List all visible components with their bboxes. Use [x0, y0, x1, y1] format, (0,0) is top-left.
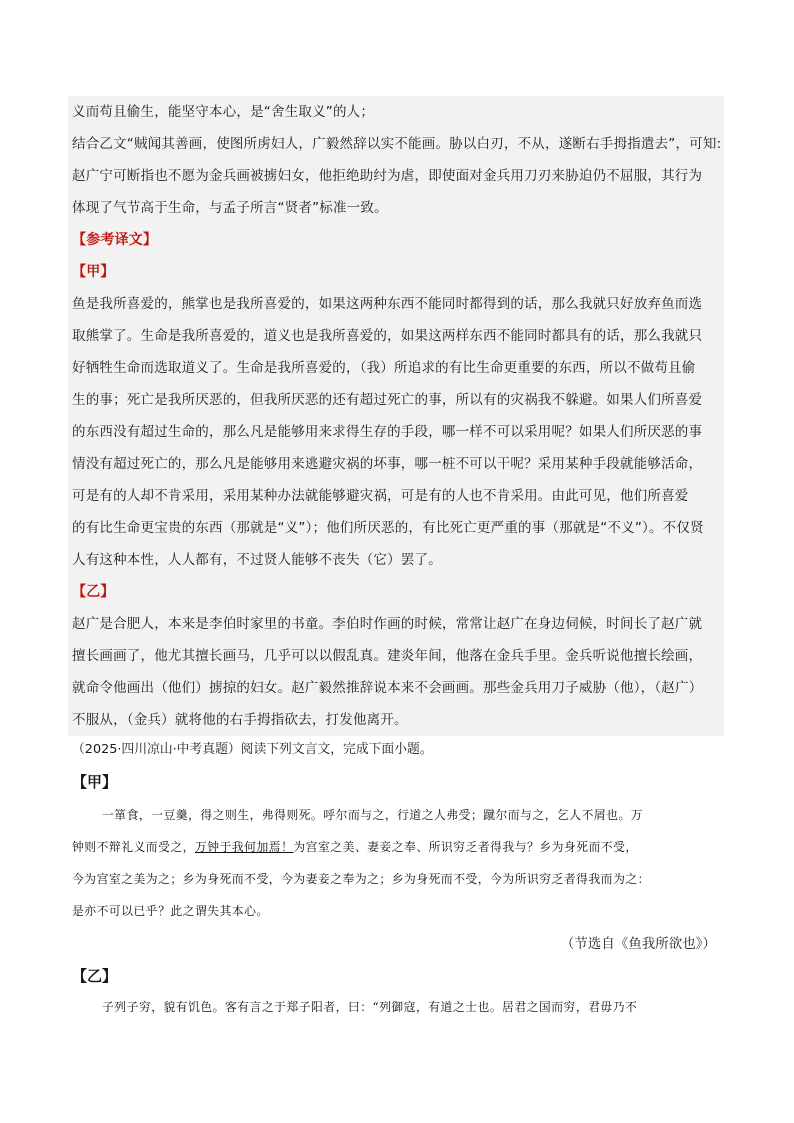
- answer-analysis-shaded-block: [68, 96, 724, 736]
- translation-jia-line: 的有比生命更宝贵的东西（那就是“义”）；他们所厌恶的，有比死亡更严重的事（那就是“不义”）。不仅贤: [72, 520, 704, 536]
- underlined-question-sentence: 万钟于我何加焉！: [194, 840, 294, 854]
- translation-yi-line: 不服从，（金兵）就将他的右手拇指砍去，打发他离开。: [72, 712, 408, 728]
- translation-jia-line: 情没有超过死亡的，那么凡是能够用来逃避灾祸的坏事，哪一桩不可以干呢？采用某种手段就能够活命，: [72, 456, 703, 472]
- translation-jia-line: 的东西没有超过生命的，那么凡是能够用来求得生存的手段，哪一样不可以采用呢？如果人们所厌恶的事: [72, 424, 703, 440]
- analysis-line: 义而苟且偷生，能坚守本心，是“舍生取义”的人；: [72, 104, 375, 120]
- translation-yi-line: 赵广是合肥人，本来是李伯时家里的书童。李伯时作画的时候，常常让赵广在身边伺候，时间长了赵广就: [72, 616, 703, 632]
- reference-translation-heading: 【参考译文】: [72, 232, 158, 248]
- classical-text-line: 今为宫室之美为之；乡为身死而不受，今为妻妾之奉为之；乡为身死而不受，今为所识穷乏者得我而为之：: [72, 872, 650, 886]
- question-source-line: （2025·四川凉山·中考真题）阅读下列文言文，完成下面小题。: [72, 742, 433, 757]
- translation-jia-label: 【甲】: [72, 264, 115, 280]
- translation-yi-line: 就命令他画出（他们）掳掠的妇女。赵广毅然推辞说本来不会画画。那些金兵用刀子威胁（他），（赵广）: [72, 680, 703, 696]
- translation-jia-line: 人有这种本性，人人都有，不过贤人能够不丧失（它）罢了。: [72, 552, 442, 568]
- translation-jia-line: 可是有的人却不肯采用，采用某种办法就能够避灾祸，可是有的人也不肯采用。由此可见，他们所喜爱: [72, 488, 689, 504]
- classical-text-segment: 钟则不辩礼义而受之，: [72, 840, 195, 854]
- question-jia-label: 【甲】: [72, 773, 118, 791]
- translation-yi-label: 【乙】: [72, 584, 115, 600]
- question-yi-label: 【乙】: [72, 967, 118, 985]
- analysis-line: 体现了气节高于生命，与孟子所言“贤者”标准一致。: [72, 200, 388, 216]
- analysis-line: 结合乙文“贼闻其善画，使图所虏妇人，广毅然辞以实不能画。胁以白刃，不从，遂断右手拇指遣去”，可知:: [72, 136, 722, 152]
- classical-text-line: 是亦不可以已乎？此之谓失其本心。: [72, 904, 269, 918]
- translation-jia-line: 好牺牲生命而选取道义了。生命是我所喜爱的，（我）所追求的有比生命更重要的东西，所以不做苟且偷: [72, 360, 696, 376]
- classical-text-segment: 为宫室之美、妻妾之奉、所识穷乏者得我与？乡为身死而不受，: [293, 840, 638, 854]
- excerpt-source-note: （节选自《鱼我所欲也》）: [560, 936, 716, 952]
- classical-text-line: 一箪食，一豆羹，得之则生，弗得则死。呼尔而与之，行道之人弗受；蹴尔而与之，乞人不屑也。万: [102, 808, 644, 822]
- classical-text-line: 子列子穷，貌有饥色。客有言之于郑子阳者，曰：“列御寇，有道之士也。居君之国而穷，君毋乃不: [102, 1000, 638, 1014]
- translation-jia-line: 取熊掌了。生命是我所喜爱的，道义也是我所喜爱的，如果这两样东西不能同时都具有的话，那么我就只: [72, 328, 703, 344]
- translation-jia-line: 生的事；死亡是我所厌恶的，但我所厌恶的还有超过死亡的事，所以有的灾祸我不躲避。如果人们所喜爱: [72, 392, 703, 408]
- translation-jia-line: 鱼是我所喜爱的，熊掌也是我所喜爱的，如果这两种东西不能同时都得到的话，那么我就只好放弃鱼而选: [72, 296, 703, 312]
- translation-yi-line: 擅长画画了，他尤其擅长画马，几乎可以以假乱真。建炎年间，他落在金兵手里。金兵听说他擅长绘画，: [72, 648, 703, 664]
- analysis-line: 赵广宁可断指也不愿为金兵画被掳妇女，他拒绝助纣为虐，即使面对金兵用刀刃来胁迫仍不屈服，其行为: [72, 168, 703, 184]
- classical-text-line: [72, 838, 638, 856]
